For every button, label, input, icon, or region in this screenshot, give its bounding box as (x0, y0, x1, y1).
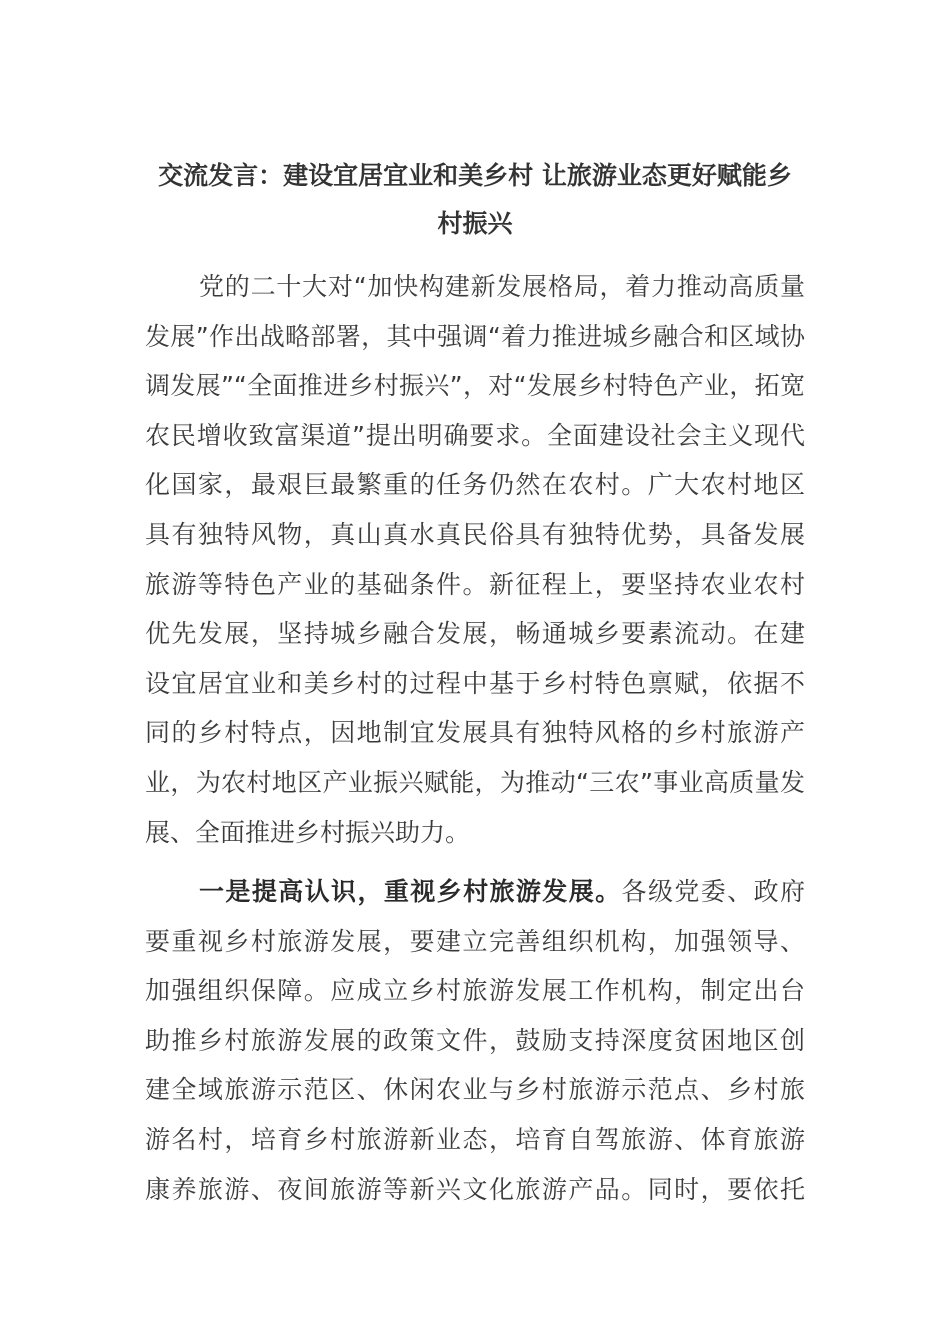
paragraph-line: 旅游等特色产业的基础条件。新征程上，要坚持农业农村 (145, 569, 805, 599)
paragraph-line: 设宜居宜业和美乡村的过程中基于乡村特色禀赋，依据不 (145, 668, 805, 698)
paragraph-line: 化国家，最艰巨最繁重的任务仍然在农村。广大农村地区 (145, 470, 805, 500)
paragraph-line: 加强组织保障。应成立乡村旅游发展工作机构，制定出台 (145, 976, 805, 1006)
paragraph-line: 助推乡村旅游发展的政策文件，鼓励支持深度贫困地区创 (145, 1025, 805, 1055)
title-line: 交流发言：建设宜居宜业和美乡村 让旅游业态更好赋能乡 (158, 161, 792, 190)
paragraph-line: 农民增收致富渠道”提出明确要求。全面建设社会主义现代 (145, 420, 805, 450)
title-line: 村振兴 (437, 209, 513, 238)
point-heading: 一是提高认识，重视乡村旅游发展。 (199, 877, 622, 906)
paragraph-line: 要重视乡村旅游发展，要建立完善组织机构，加强领导、 (145, 926, 805, 956)
paragraph-intro (145, 262, 805, 857)
paragraph-line: 具有独特风物，真山真水真民俗具有独特优势，具备发展 (145, 519, 805, 549)
paragraph-line: 发展”作出战略部署，其中强调“着力推进城乡融合和区域协 (145, 321, 805, 351)
document-title (140, 152, 810, 248)
paragraph-line: 同的乡村特点，因地制宜发展具有独特风格的乡村旅游产 (145, 718, 805, 748)
paragraph-line: 业，为农村地区产业振兴赋能，为推动“三农”事业高质量发 (145, 767, 805, 797)
paragraph-line: 展、全面推进乡村振兴助力。 (145, 817, 471, 847)
paragraph-line: 优先发展，坚持城乡融合发展，畅通城乡要素流动。在建 (145, 619, 805, 649)
paragraph-line: 游名村，培育乡村旅游新业态，培育自驾旅游、体育旅游 (145, 1124, 805, 1154)
paragraph-line: 建全域旅游示范区、休闲农业与乡村旅游示范点、乡村旅 (145, 1075, 805, 1105)
paragraph-point-one (145, 867, 805, 1214)
paragraph-line: 党的二十大对“加快构建新发展格局，着力推动高质量 (199, 272, 805, 301)
paragraph-line (145, 867, 805, 917)
paragraph-line: 康养旅游、夜间旅游等新兴文化旅游产品。同时，要依托 (145, 1174, 805, 1204)
point-text: 各级党委、政府 (621, 877, 805, 906)
paragraph-line: 调发展”“全面推进乡村振兴”，对“发展乡村特色产业，拓宽 (145, 371, 805, 401)
